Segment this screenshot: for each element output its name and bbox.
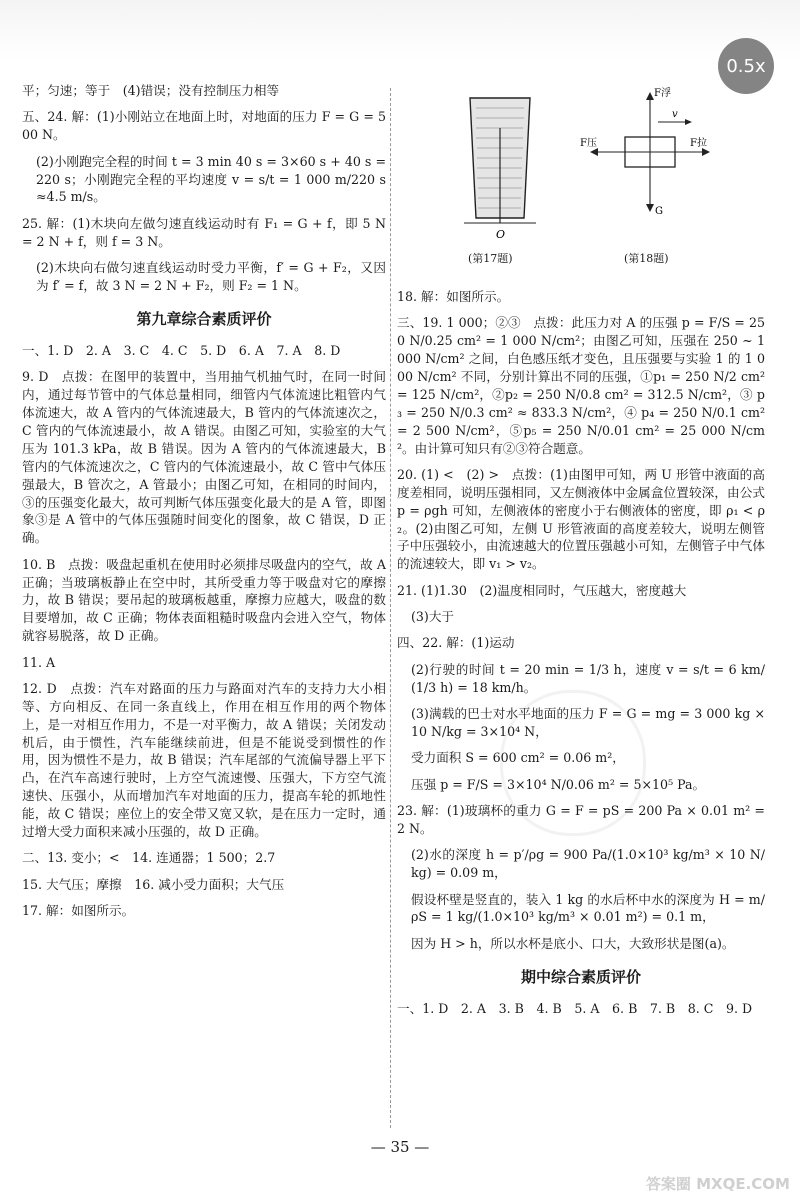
answer-paragraph: 平；匀速；等于 (4)错误；没有控制压力相等 [22, 83, 280, 98]
answer-paragraph: 假设杯壁是竖直的，装入 1 kg 的水后杯中水的深度为 H = m/ρS = 1 kg/(1.0×10³ kg/m³ × 0.01 m²) = 0.1 m， [411, 891, 765, 925]
answer-paragraph: 一、1. D 2. A 3. C 4. C 5. D 6. A 7. A 8. D [22, 343, 341, 359]
chapter9-title: 第九章综合素质评价 [136, 309, 272, 328]
column-divider [390, 88, 391, 1128]
page-top-shadow [0, 0, 800, 60]
answer-paragraph: 11. A [22, 654, 56, 670]
answer-paragraph: 15. 大气压；摩擦 16. 减小受力面积；大气压 [22, 876, 285, 892]
answer-paragraph: (3)大于 [411, 609, 455, 624]
answer-paragraph: 压强 p = F/S = 3×10⁴ N/0.06 m² = 5×10⁵ Pa。 [411, 776, 706, 792]
answer-paragraph: 25. 解：(1)木块向左做匀速直线运动时有 F₁ = G + f，即 5 N = 2 N + f，则 f = 3 N。 [22, 215, 391, 249]
fig18-label-velocity: v [672, 109, 678, 120]
fig18-label-gravity: G [655, 206, 663, 217]
answer-paragraph: (2)木块向右做匀速直线运动时受力平衡，f′ = G + F₂，又因为 f′ = f，故 3 N = 2 N + F₂，则 F₂ = 1 N。 [36, 260, 386, 293]
answer-paragraph: (2)行驶的时间 t = 20 min = 1/3 h，速度 v = s/t = 6 km/(1/3 h) = 18 km/h。 [411, 661, 765, 695]
figure-17-cup-diagram [460, 88, 540, 248]
answer-paragraph: (2)小刚跑完全程的时间 t = 3 min 40 s = 3×60 s + 40 s = 220 s；小刚跑完全程的平均速度 v = s/t = 1 000 m/220 s ≈4.5 m/s。 [36, 153, 391, 205]
left-column [22, 82, 391, 928]
answer-paragraph: 因为 H > h，所以水杯是底小、口大，大致形状是图(a)。 [411, 935, 735, 951]
fig17-point-label: O [496, 228, 506, 241]
answer-paragraph: 20. (1) < (2) > 点拨：(1)由图甲可知，两 U 形管中液面的高度差相同，说明压强相同，又左侧液体中金属盒位置较深，由公式 p = ρgh 可知，左侧液体的密度小于右侧液体的密度，即 ρ₁ < ρ₂。(2)由图乙可知，左侧 U 形管液面的高度差较大，说明左侧管子中压强较小，由流速越大的位置压强越小可知，左侧管子中气体的流速较大，即 v₁ > v₂。 [397, 466, 770, 572]
answer-paragraph: (3)满载的巴士对水平地面的压力 F = G = mg = 3 000 kg × 10 N/kg = 3×10⁴ N， [411, 706, 770, 739]
answer-paragraph: 21. (1)1.30 (2)温度相同时，气压越大，密度越大 [397, 582, 687, 598]
zoom-level-badge[interactable]: 0.5x [718, 38, 774, 94]
fig18-label-float: F浮 [654, 88, 671, 99]
fig17-caption: (第17题) [468, 252, 513, 265]
fig18-label-press: F压 [580, 138, 597, 149]
answer-paragraph: 受力面积 S = 600 cm² = 0.06 m²， [411, 750, 625, 766]
answer-paragraph: 10. B 点拨：吸盘起重机在使用时必须排尽吸盘内的空气，故 A 正确；当玻璃板静止在空中时，其所受重力等于吸盘对它的摩擦力，故 B 错误；要吊起的玻璃板越重，摩擦力应越大，吸盘的数目要增加，故 C 正确；物体表面粗糙时吸盘内会进入空气，物体就容易脱落，故 D 正确。 [22, 556, 391, 644]
answer-paragraph: 五、24. 解：(1)小刚站立在地面上时，对地面的压力 F = G = 500 N。 [22, 109, 386, 143]
figures-area [420, 82, 780, 272]
midterm-title: 期中综合素质评价 [520, 967, 641, 986]
answer-paragraph: (2)水的深度 h = p′/ρg = 900 Pa/(1.0×10³ kg/m³ × 10 N/kg) = 0.09 m， [411, 847, 765, 881]
right-column [397, 288, 770, 1026]
figure-18-force-diagram [580, 82, 720, 242]
fig18-caption: (第18题) [624, 252, 669, 265]
page-number: — 35 — [370, 1138, 430, 1156]
answer-paragraph: 三、19. 1 000；②③ 点拨：此压力对 A 的压强 p = F/S = 250 N/0.25 cm² = 1 000 N/cm²；由图乙可知，压强在 250 ~ 1 000 N/cm² 之间，白色感压纸才变色，且压强要与实验 1 的 1 000 N/cm² 不同，分别计算出不同的压强，①p₁ = 250 N/2 cm² = 125 N/cm²，②p₂ = 250 N/0.8 cm² = 312.5 N/cm²，③ p₃ = 250 N/0.3 cm² ≈ 833.3 N/cm²，④ p₄ = 250 N/0.1 cm² = 2 500 N/cm²，⑤p₅ = 250 N/0.01 cm² = 25 000 N/cm²。由计算可知只有②③符合题意。 [397, 315, 770, 456]
answer-paragraph: 9. D 点拨：在图甲的装置中，当用抽气机抽气时，在同一时间内，通过每节管中的气体总量相同，细管内气体流速比粗管内气体流速大，故 A 管内的气体流速最大，B 管内的气体流速次之，C 管内的气体流速最小，故 A 错误。由图乙可知，实验室的大气压为 101.3 kPa，故 B 错误。因为 A 管内的气体流速最大，B 管内的气体流速次之，C 管内的气体流速最小，故 C 管中气体压强最大，B 管次之，A 管最小；由图乙可知，在相同的时间内，③的压强变化最大，故可判断气体压强变化最大的是 A 管，即图象③是 A 管中的气体压强随时间变化的图象，故 C 错误，D 正确。 [22, 369, 391, 546]
answer-paragraph: 12. D 点拨：汽车对路面的压力与路面对汽车的支持力大小相等、方向相反、在同一条直线上，作用在相互作用的两个物体上，是一对相互作用力，不是一对平衡力，故 A 错误；关闭发动机后，由于惯性，汽车能继续前进，但是不能说受到惯性的作用，因为惯性不是力，故 B 错误；汽车尾部的气流偏导器上平下凸，在汽车高速行驶时，上方空气流速慢、压强大，下方空气流速快、压强小，从而增加汽车对地面的压力，提高车轮的抓地性能，故 C 错误；座位上的安全带又宽又软，是在压力一定时，通过增大受力面积来减小压强的，故 D 正确。 [22, 680, 386, 839]
answer-paragraph: 18. 解：如图所示。 [397, 289, 510, 304]
corner-watermark [630, 1124, 790, 1194]
answer-paragraph: 二、13. 变小；< 14. 连通器；1 500；2.7 [22, 850, 276, 866]
answer-paragraph: 17. 解：如图所示。 [22, 903, 135, 919]
answer-paragraph: 四、22. 解：(1)运动 [397, 635, 515, 651]
midterm-answers: 一、1. D 2. A 3. B 4. B 5. A 6. B 7. B 8. C 9. D [397, 1000, 753, 1016]
watermark-text: 答案圈 MXQE.COM [645, 1175, 790, 1193]
answer-paragraph: 23. 解：(1)玻璃杯的重力 G = F = pS = 200 Pa × 0.01 m² = 2 N。 [397, 803, 770, 836]
fig18-label-pull: F拉 [690, 138, 707, 149]
